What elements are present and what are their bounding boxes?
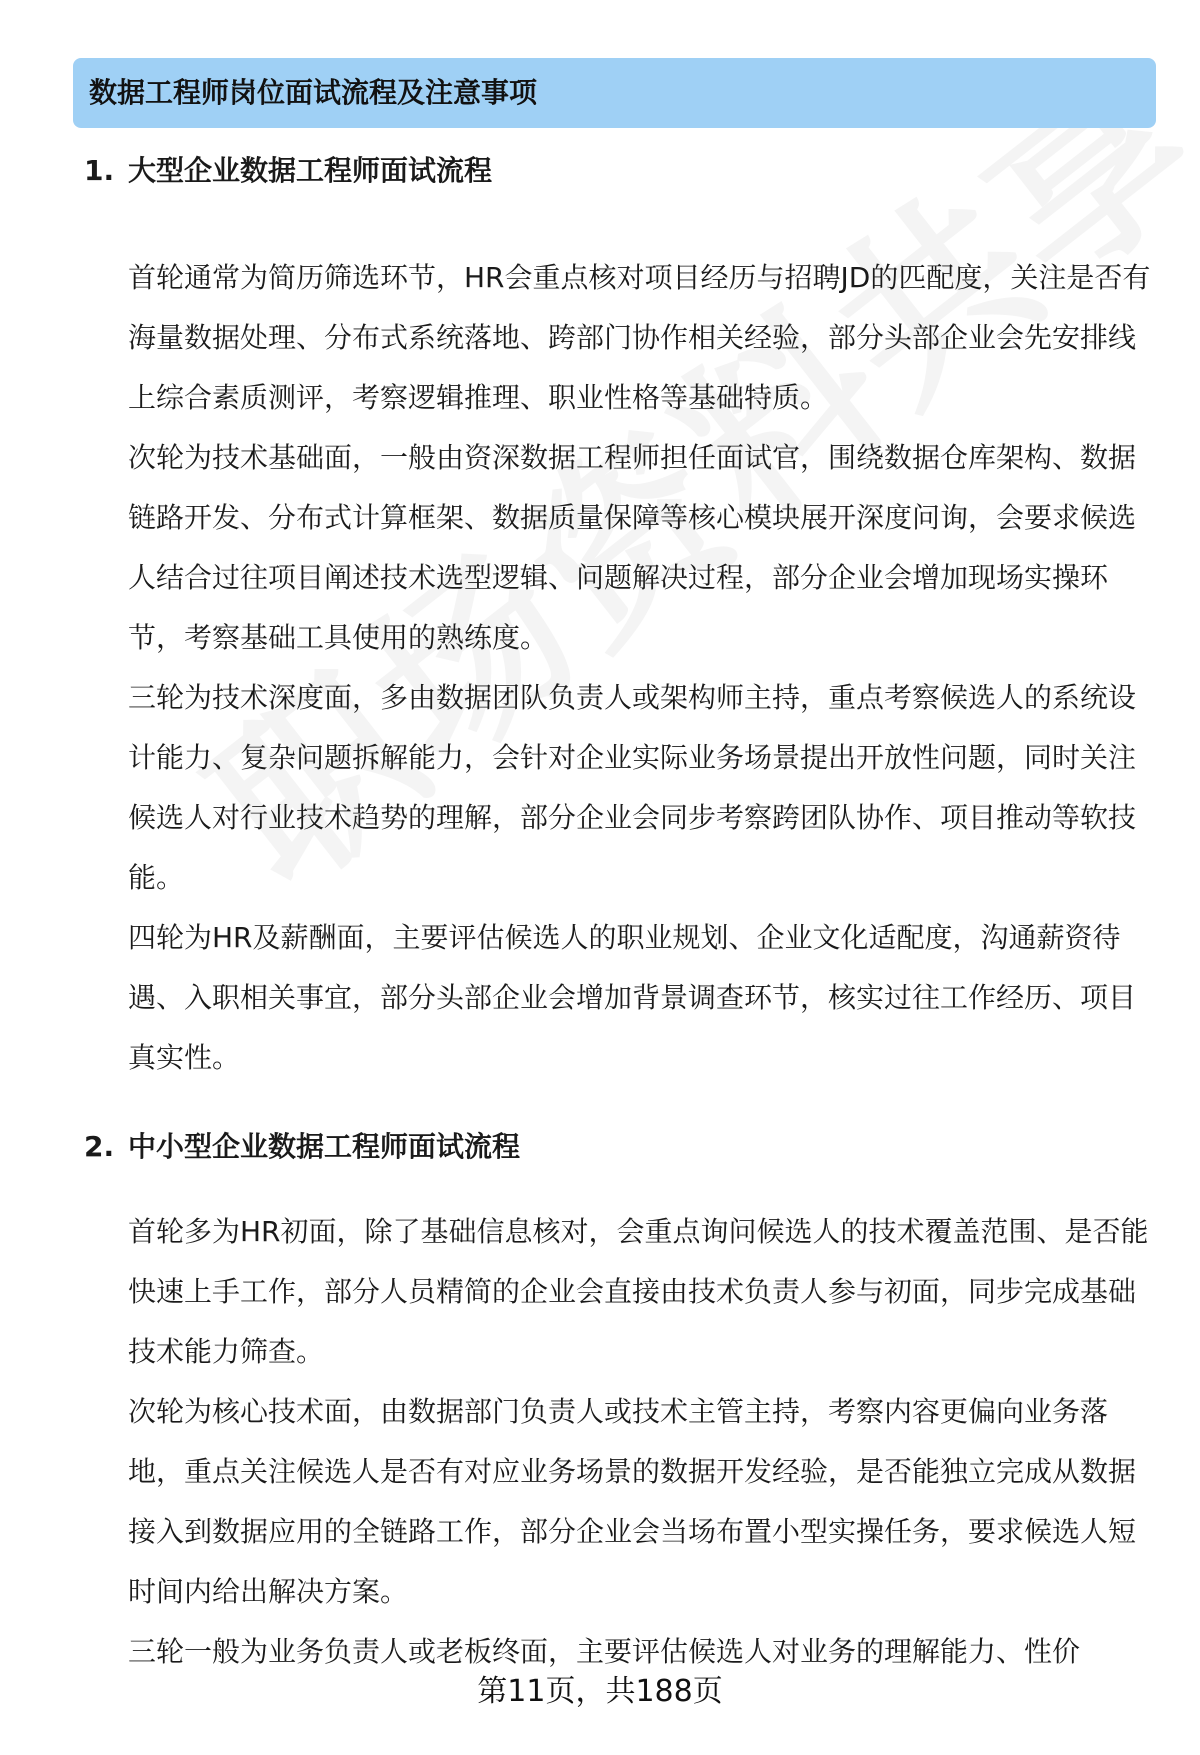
section-body-1	[128, 248, 1158, 1088]
header-banner	[73, 58, 1156, 128]
paragraph: 次轮为核心技术面，由数据部门负责人或技术主管主持，考察内容更偏向业务落地，重点关注候选人是否有对应业务场景的数据开发经验，是否能独立完成从数据接入到数据应用的全链路工作，部分企业会当场布置小型实操任务，要求候选人短时间内给出解决方案。	[128, 1395, 1137, 1608]
document-title: 数据工程师岗位面试流程及注意事项	[89, 76, 538, 109]
section-heading-1	[84, 151, 492, 191]
section-heading-2	[84, 1127, 520, 1167]
section-number: 2.	[84, 1130, 115, 1163]
page-number: 第11页，共188页	[477, 1674, 723, 1709]
paragraph: 首轮多为HR初面，除了基础信息核对，会重点询问候选人的技术覆盖范围、是否能快速上手工作，部分人员精简的企业会直接由技术负责人参与初面，同步完成基础技术能力筛查。	[128, 1215, 1149, 1368]
section-title: 中小型企业数据工程师面试流程	[128, 1130, 521, 1163]
paragraph: 次轮为技术基础面，一般由资深数据工程师担任面试官，围绕数据仓库架构、数据链路开发、分布式计算框架、数据质量保障等核心模块展开深度问询，会要求候选人结合过往项目阐述技术选型逻辑、问题解决过程，部分企业会增加现场实操环节，考察基础工具使用的熟练度。	[128, 441, 1137, 654]
paragraph: 三轮为技术深度面，多由数据团队负责人或架构师主持，重点考察候选人的系统设计能力、复杂问题拆解能力，会针对企业实际业务场景提出开放性问题，同时关注候选人对行业技术趋势的理解，部分企业会同步考察跨团队协作、项目推动等软技能。	[128, 681, 1137, 894]
section-body-2	[128, 1202, 1158, 1682]
section-title: 大型企业数据工程师面试流程	[128, 154, 493, 187]
paragraph: 首轮通常为简历筛选环节，HR会重点核对项目经历与招聘JD的匹配度，关注是否有海量数据处理、分布式系统落地、跨部门协作相关经验，部分头部企业会先安排线上综合素质测评，考察逻辑推理、职业性格等基础特质。	[128, 261, 1151, 414]
paragraph: 四轮为HR及薪酬面，主要评估候选人的职业规划、企业文化适配度，沟通薪资待遇、入职相关事宜，部分头部企业会增加背景调查环节，核实过往工作经历、项目真实性。	[128, 921, 1137, 1074]
paragraph: 三轮一般为业务负责人或老板终面，主要评估候选人对业务的理解能力、性价	[128, 1635, 1081, 1668]
section-number: 1.	[84, 154, 115, 187]
